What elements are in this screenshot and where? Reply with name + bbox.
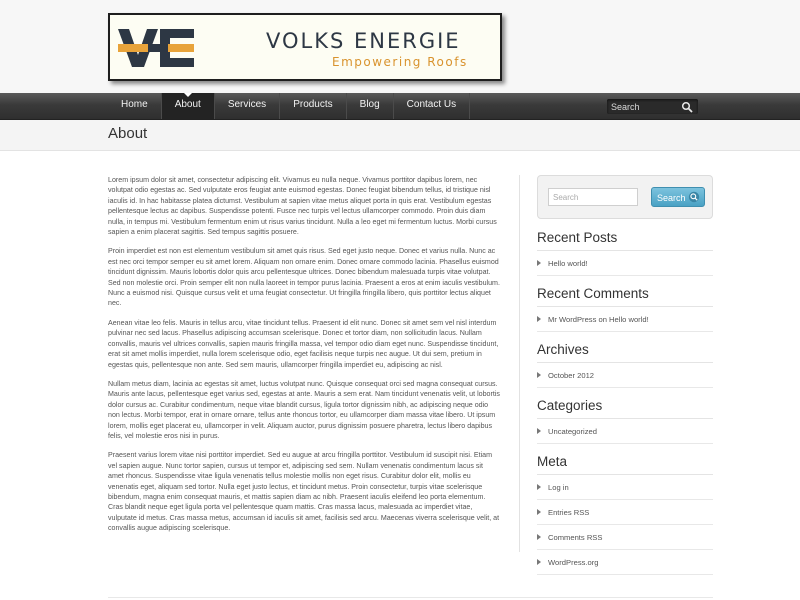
nav-item-about[interactable]: About — [162, 93, 215, 119]
sidebar-search-input[interactable] — [548, 188, 638, 206]
widget-link-label: Uncategorized — [548, 427, 597, 436]
widget-link-label: October 2012 — [548, 371, 595, 380]
widget-link-label: Comments RSS — [548, 533, 603, 542]
sidebar-widgets — [537, 230, 713, 575]
widget-link[interactable] — [537, 525, 713, 550]
sidebar-search-button[interactable] — [651, 187, 705, 207]
ve-logo-icon — [118, 29, 194, 67]
widget-link-label: Log in — [548, 483, 569, 492]
widget-link[interactable] — [537, 251, 713, 276]
nav-item-services[interactable]: Services — [215, 93, 280, 119]
search-icon — [688, 191, 700, 203]
content-paragraph: Lorem ipsum dolor sit amet, consectetur adipiscing elit. Vivamus eu nulla neque. Vivamus porttitor dapibus lorem, nec volutpat odio egestas ac. Sed vulputate eros feugiat ante euismod egestas. Donec feugiat bibendum tellus, id tristique nisl iaculis id. In hac habitasse platea dictumst. Vestibulum at sapien vitae metus aliquet porta in quis erat. Vestibulum egestas pellentesque lectus ac dapibus. Suspendisse potenti. Fusce nec turpis vel lectus ullamcorper commodo. Proin duis diam nulla, in tempus mi. Vestibulum fermentum enim ut risus varius tincidunt. Nulla a leo eget mi fermentum luctus. Morbi cursus sapien a enim placerat sagittis. Sed tempus sagittis posuere. — [108, 176, 497, 237]
brand-title: VOLKS ENERGIE — [266, 29, 461, 53]
widget-title-categories: Categories — [537, 398, 713, 419]
bullet-arrow-icon — [537, 509, 541, 515]
widget-link-label: Mr WordPress on Hello world! — [548, 315, 649, 324]
sidebar-search-button-label: Search — [657, 193, 686, 203]
nav-item-home[interactable]: Home — [108, 93, 162, 119]
widget-link[interactable] — [537, 307, 713, 332]
bullet-arrow-icon — [537, 484, 541, 490]
sidebar — [537, 175, 713, 575]
page-title: About — [108, 125, 148, 142]
widget-link[interactable] — [537, 475, 713, 500]
main-content — [108, 175, 500, 543]
nav-item-products[interactable]: Products — [280, 93, 346, 119]
content-paragraph: Nullam metus diam, lacinia ac egestas sit amet, luctus volutpat nunc. Quisque consequat orci sed magna consequat cursus. Mauris ante lacus, pellentesque eget varius sed, egestas at ante. Mauris a sem erat. Nam tincidunt venenatis velit, ut lobortis dolor cursus ac. Curabitur condimentum, neque vitae blandit cursus, ligula tortor dignissim nibh, ac adipiscing neque odio non lectus. Morbi tempor, erat in ornare ornare, tellus ante rhoncus tortor, eu ullamcorper diam massa vitae libero. Ut ipsum lorem, mollis eget placerat eu, ullamcorper in velit. Aliquam auctor, purus dignissim posuere pharetra, lectus libero dapibus felis, vel molestie eros nisi in purus. — [108, 379, 500, 440]
header — [0, 0, 800, 93]
widget-link[interactable] — [537, 550, 713, 575]
nav-list — [108, 93, 470, 119]
widget-link[interactable] — [537, 500, 713, 525]
content-divider — [519, 175, 520, 552]
bullet-arrow-icon — [537, 428, 541, 434]
widget-title-archives: Archives — [537, 342, 713, 363]
nav-search — [607, 99, 698, 114]
site-logo[interactable] — [108, 13, 502, 81]
content-paragraph: Praesent varius lorem vitae nisi porttitor imperdiet. Sed eu augue at arcu fringilla porttitor. Vestibulum id suscipit nisi. Etiam vel sapien augue. Nunc tortor sapien, cursus ut tempor et, adipiscing sed sem. Nullam venenatis condimentum lacus sit amet rhoncus. Suspendisse vitae ligula venenatis tellus molestie mollis non eget risus. Curabitur dolor elit, mollis eu venenatis eget, aliquam sed tortor. Nulla eget justo lectus, et tincidunt metus. Proin consectetur, turpis vitae scelerisque bibendum, magna enim consequat mauris, et mattis sapien diam ac nibh. Praesent iaculis eleifend leo porta elementum. Cras blandit neque eget ligula porta vel pellentesque quam mattis. Cras massa lacus, malesuada ac imperdiet vitae, vulputate id metus. Cras massa metus, accumsan id iaculis sit amet, facilisis sed arcu. Maecenas viverra scelerisque velit, at convallis augue adipiscing scelerisque. — [108, 451, 500, 533]
widget-link-label: Entries RSS — [548, 508, 590, 517]
widget-title-recent-posts: Recent Posts — [537, 230, 713, 251]
content-paragraph: Aenean vitae leo felis. Mauris in tellus arcu, vitae tincidunt tellus. Praesent id elit nunc. Donec sit amet sem vel nisl interdum pulvinar nec sed lacus. Phasellus adipiscing accumsan scelerisque. Donec et tortor diam, non sollicitudin lacus. Nullam convallis, mauris vel ultrices convallis, sapien mauris fringilla massa, vel tempor odio diam eget nunc. Suspendisse tincidunt, erat sit amet mollis imperdiet, nulla lorem scelerisque odio, eget facilisis neque turpis nec augue. Ut dui sem, pretium in egestas quis, pellentesque non ante. Sed sem mauris, ullamcorper fringilla imperdiet eu, adipiscing ac nisl. — [108, 318, 499, 369]
widget-link[interactable] — [537, 419, 713, 444]
nav-search-input[interactable] — [611, 99, 677, 114]
bullet-arrow-icon — [537, 316, 541, 322]
search-icon[interactable] — [681, 101, 693, 113]
content-paragraph: Proin imperdiet est non est elementum vestibulum sit amet quis risus. Sed eget justo neque. Donec et varius nulla. Nunc ac est nec orci tempor semper eu sit amet lorem. Aliquam non ornare enim. Donec ornare commodo lacinia. Phasellus euismod tincidunt dignissim. Mauris lobortis dolor quis arcu pellentesque ultrices. Donec bibendum malesuada turpis vitae volutpat. Sed non molestie orci. Proin semper elit non nulla laoreet in tempor purus lacinia. Praesent a eros at enim iaculis vestibulum. Nunc a euismod nisi. Quisque cursus velit et urna feugiat consectetur. Ut fringilla fringilla libero, quis porttitor lectus aliquet nec. — [108, 247, 500, 308]
nav-item-contact-us[interactable]: Contact Us — [394, 93, 470, 119]
sidebar-search-widget — [537, 175, 713, 219]
widget-title-meta: Meta — [537, 454, 713, 475]
widget-link-label: Hello world! — [548, 259, 588, 268]
nav-item-blog[interactable]: Blog — [347, 93, 394, 119]
widget-title-recent-comments: Recent Comments — [537, 286, 713, 307]
brand-tagline: Empowering Roofs — [332, 55, 468, 69]
main-nav — [0, 93, 800, 120]
bullet-arrow-icon — [537, 559, 541, 565]
footer-rule — [108, 597, 713, 598]
bullet-arrow-icon — [537, 534, 541, 540]
bullet-arrow-icon — [537, 260, 541, 266]
widget-link-label: WordPress.org — [548, 558, 599, 567]
bullet-arrow-icon — [537, 372, 541, 378]
widget-link[interactable] — [537, 363, 713, 388]
